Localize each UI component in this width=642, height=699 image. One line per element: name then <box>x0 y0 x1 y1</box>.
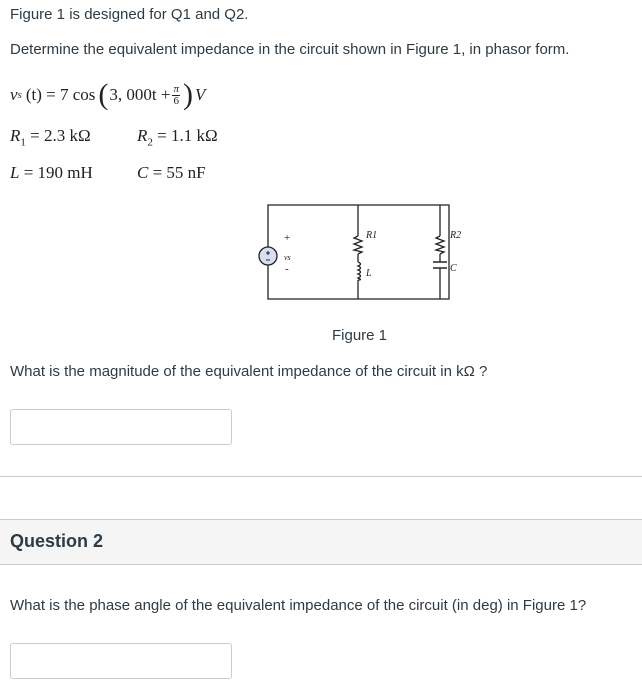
resistor-r2-icon <box>436 236 444 254</box>
question-2-title: Question 2 <box>10 531 104 551</box>
resistor-r1-icon <box>354 236 362 254</box>
vs-symbol: v <box>10 85 18 104</box>
q2-question: What is the phase angle of the equivalent impedance of the circuit (in deg) in Figure 1? <box>10 597 587 614</box>
voltage-source-icon <box>259 247 277 265</box>
q1-question: What is the magnitude of the equivalent impedance of the circuit in kΩ ? <box>10 363 488 380</box>
capacitor-icon <box>433 262 447 268</box>
intro-text: Figure 1 is designed for Q1 and Q2. <box>10 6 249 23</box>
c-value: C = 55 nF <box>137 163 206 182</box>
inductor-icon <box>358 262 361 280</box>
r1-label: R1 <box>366 230 378 241</box>
q2-answer-input[interactable] <box>10 643 232 679</box>
r1-value: $R_1 = 2.3$ kΩ <box>10 126 91 149</box>
l-value: L = 190 mH <box>10 163 93 182</box>
q1-prompt: Determine the equivalent impedance in the circuit shown in Figure 1, in phasor form. <box>10 41 570 58</box>
figure-caption: Figure 1 <box>332 327 388 344</box>
vs-label: vs <box>284 253 291 262</box>
minus-label: - <box>285 263 289 275</box>
divider <box>0 476 642 477</box>
r2-label: R2 <box>450 230 462 241</box>
source-equation: v s (t) = 7 cos ( 3, 000t + $\frac{\pi}{6}$ ) V <box>10 78 206 111</box>
plus-label: + <box>284 232 291 244</box>
l-label: L <box>366 268 372 279</box>
circuit-diagram <box>250 196 470 314</box>
question-2-header <box>0 519 642 565</box>
q1-answer-input[interactable] <box>10 409 232 445</box>
c-label: C <box>450 263 457 274</box>
r2-value: $R_2 = 1.1$ kΩ <box>137 126 218 149</box>
